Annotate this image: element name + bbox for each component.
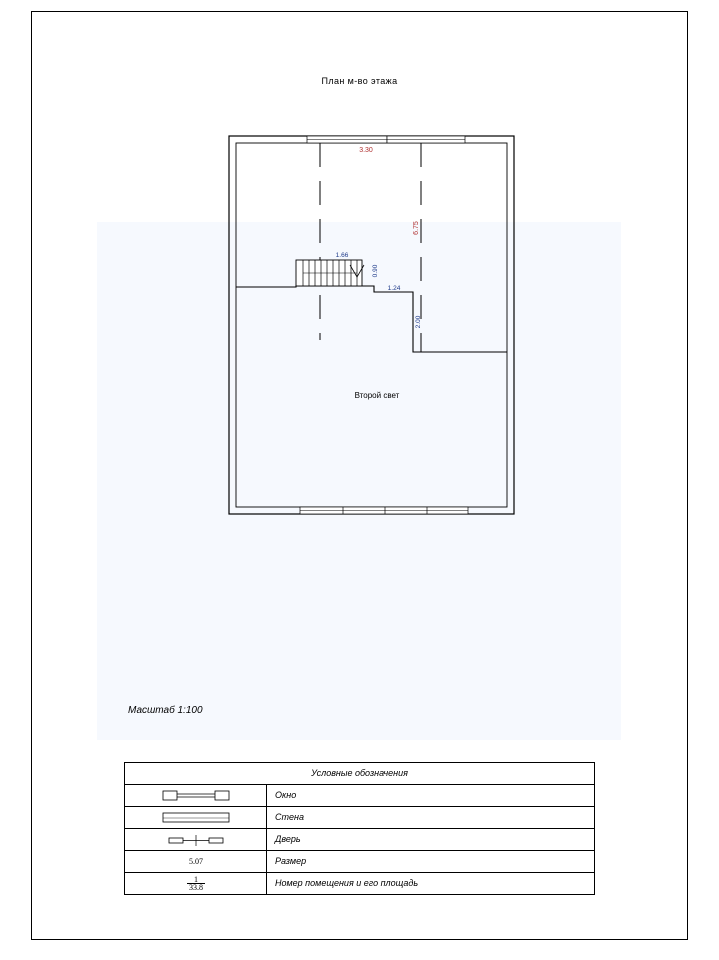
legend-label-dimension: Размер [275,856,307,866]
legend-row [125,873,594,895]
inner-wall [236,143,507,507]
bottom-window [300,507,468,514]
legend-table [124,762,595,895]
dimension-symbol [125,851,267,872]
legend-row [125,851,594,873]
scale-label: Масштаб 1:100 [128,705,203,716]
legend-row [125,829,594,851]
legend-header: Условные обозначения [125,763,594,785]
top-window-left [307,136,387,143]
outer-wall [229,136,514,514]
dim-height-right: 6.75 [413,221,420,235]
dim-stair-width: 1.66 [335,252,349,259]
room-number-sample: 1 [194,875,198,884]
dim-step-width: 1.24 [387,285,401,292]
room-label: Второй свет [354,391,400,400]
dim-stair-depth: 0.90 [372,264,379,278]
room-number-symbol [125,873,267,895]
door-symbol [125,829,267,850]
legend-label-room-number: Номер помещения и его площадь [275,878,419,888]
room-area-sample: 33.8 [189,883,203,892]
wall-symbol [125,807,267,828]
legend-label-window: Окно [275,790,297,800]
legend-label-door: Дверь [275,834,301,844]
legend-row [125,785,594,807]
window-symbol [125,785,267,806]
legend-row [125,807,594,829]
legend-label-wall: Стена [275,812,304,822]
dimension-sample: 5.07 [189,857,203,866]
top-window-right [387,136,465,143]
dim-width-top: 3.30 [359,147,373,154]
staircase [296,260,364,286]
plan-title: План м-во этажа [321,76,398,86]
opening-outline [236,286,507,352]
dim-lower-offset: 2.00 [415,315,422,329]
